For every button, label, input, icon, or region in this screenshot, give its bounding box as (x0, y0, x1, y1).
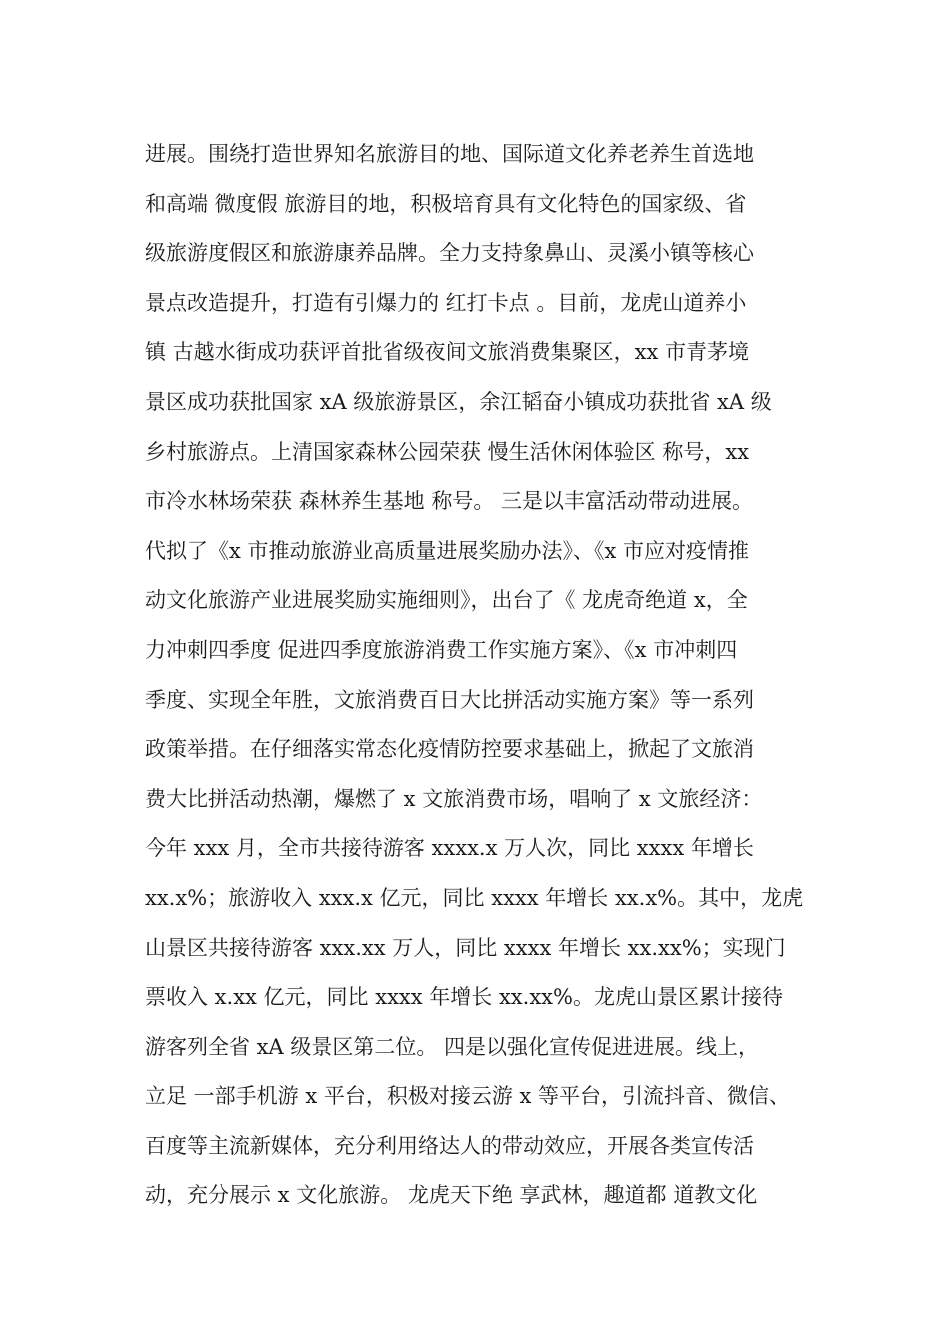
text-line: xx.x%；旅游收入 xxx.x 亿元，同比 xxxx 年增长 xx.x%。其中，龙虎 (145, 885, 804, 910)
text-line: 级旅游度假区和旅游康养品牌。全力支持象鼻山、灵溪小镇等核心 (145, 241, 754, 266)
text-line: 立足 一部手机游 x 平台，积极对接云游 x 等平台，引流抖音、微信、 (145, 1084, 791, 1109)
text-line: 镇 古越水街成功获评首批省级夜间文旅消费集聚区，xx 市青茅境 (145, 340, 750, 365)
text-line: 政策举措。在仔细落实常态化疫情防控要求基础上，掀起了文旅消 (145, 737, 754, 762)
text-line: 乡村旅游点。上清国家森林公园荣获 慢生活休闲体验区 称号，xx (145, 439, 750, 464)
text-line: 景点改造提升，打造有引爆力的 红打卡点 。目前，龙虎山道养小 (145, 290, 747, 315)
text-line: 代拟了《x 市推动旅游业高质量进展奖励办法》、《x 市应对疫情推 (145, 538, 750, 563)
text-line: 票收入 x.xx 亿元，同比 xxxx 年增长 xx.xx%。龙虎山景区累计接待 (145, 985, 783, 1010)
body-text (145, 130, 825, 1221)
text-line: 今年 xxx 月，全市共接待游客 xxxx.x 万人次，同比 xxxx 年增长 (145, 836, 754, 861)
text-line: 动文化旅游产业进展奖励实施细则》，出台了《 龙虎奇绝道 x，全 (145, 588, 748, 613)
text-line: 市冷水林场荣获 森林养生基地 称号。 三是以丰富活动带动进展。 (145, 489, 754, 514)
text-line: 百度等主流新媒体，充分利用络达人的带动效应，开展各类宣传活 (145, 1133, 754, 1158)
text-line: 景区成功获批国家 xA 级旅游景区，余江韬奋小镇成功获批省 xA 级 (145, 389, 772, 414)
text-line: 游客列全省 xA 级景区第二位。 四是以强化宣传促进进展。线上， (145, 1034, 760, 1059)
text-line: 山景区共接待游客 xxx.xx 万人，同比 xxxx 年增长 xx.xx%；实现门 (145, 935, 786, 960)
text-line: 季度、实现全年胜，文旅消费百日大比拼活动实施方案》等一系列 (145, 687, 754, 712)
text-line: 动，充分展示 x 文化旅游。 龙虎天下绝 享武林，趣道都 道教文化 (145, 1183, 758, 1208)
text-line: 进展。围绕打造世界知名旅游目的地、国际道文化养老养生首选地 (145, 142, 754, 166)
text-line: 费大比拼活动热潮，爆燃了 x 文旅消费市场，唱响了 x 文旅经济： (145, 786, 763, 811)
text-line: 力冲刺四季度 促进四季度旅游消费工作实施方案》、《x 市冲刺四 (145, 637, 738, 662)
text-line: 和高端 微度假 旅游目的地，积极培育具有文化特色的国家级、省 (145, 191, 747, 216)
